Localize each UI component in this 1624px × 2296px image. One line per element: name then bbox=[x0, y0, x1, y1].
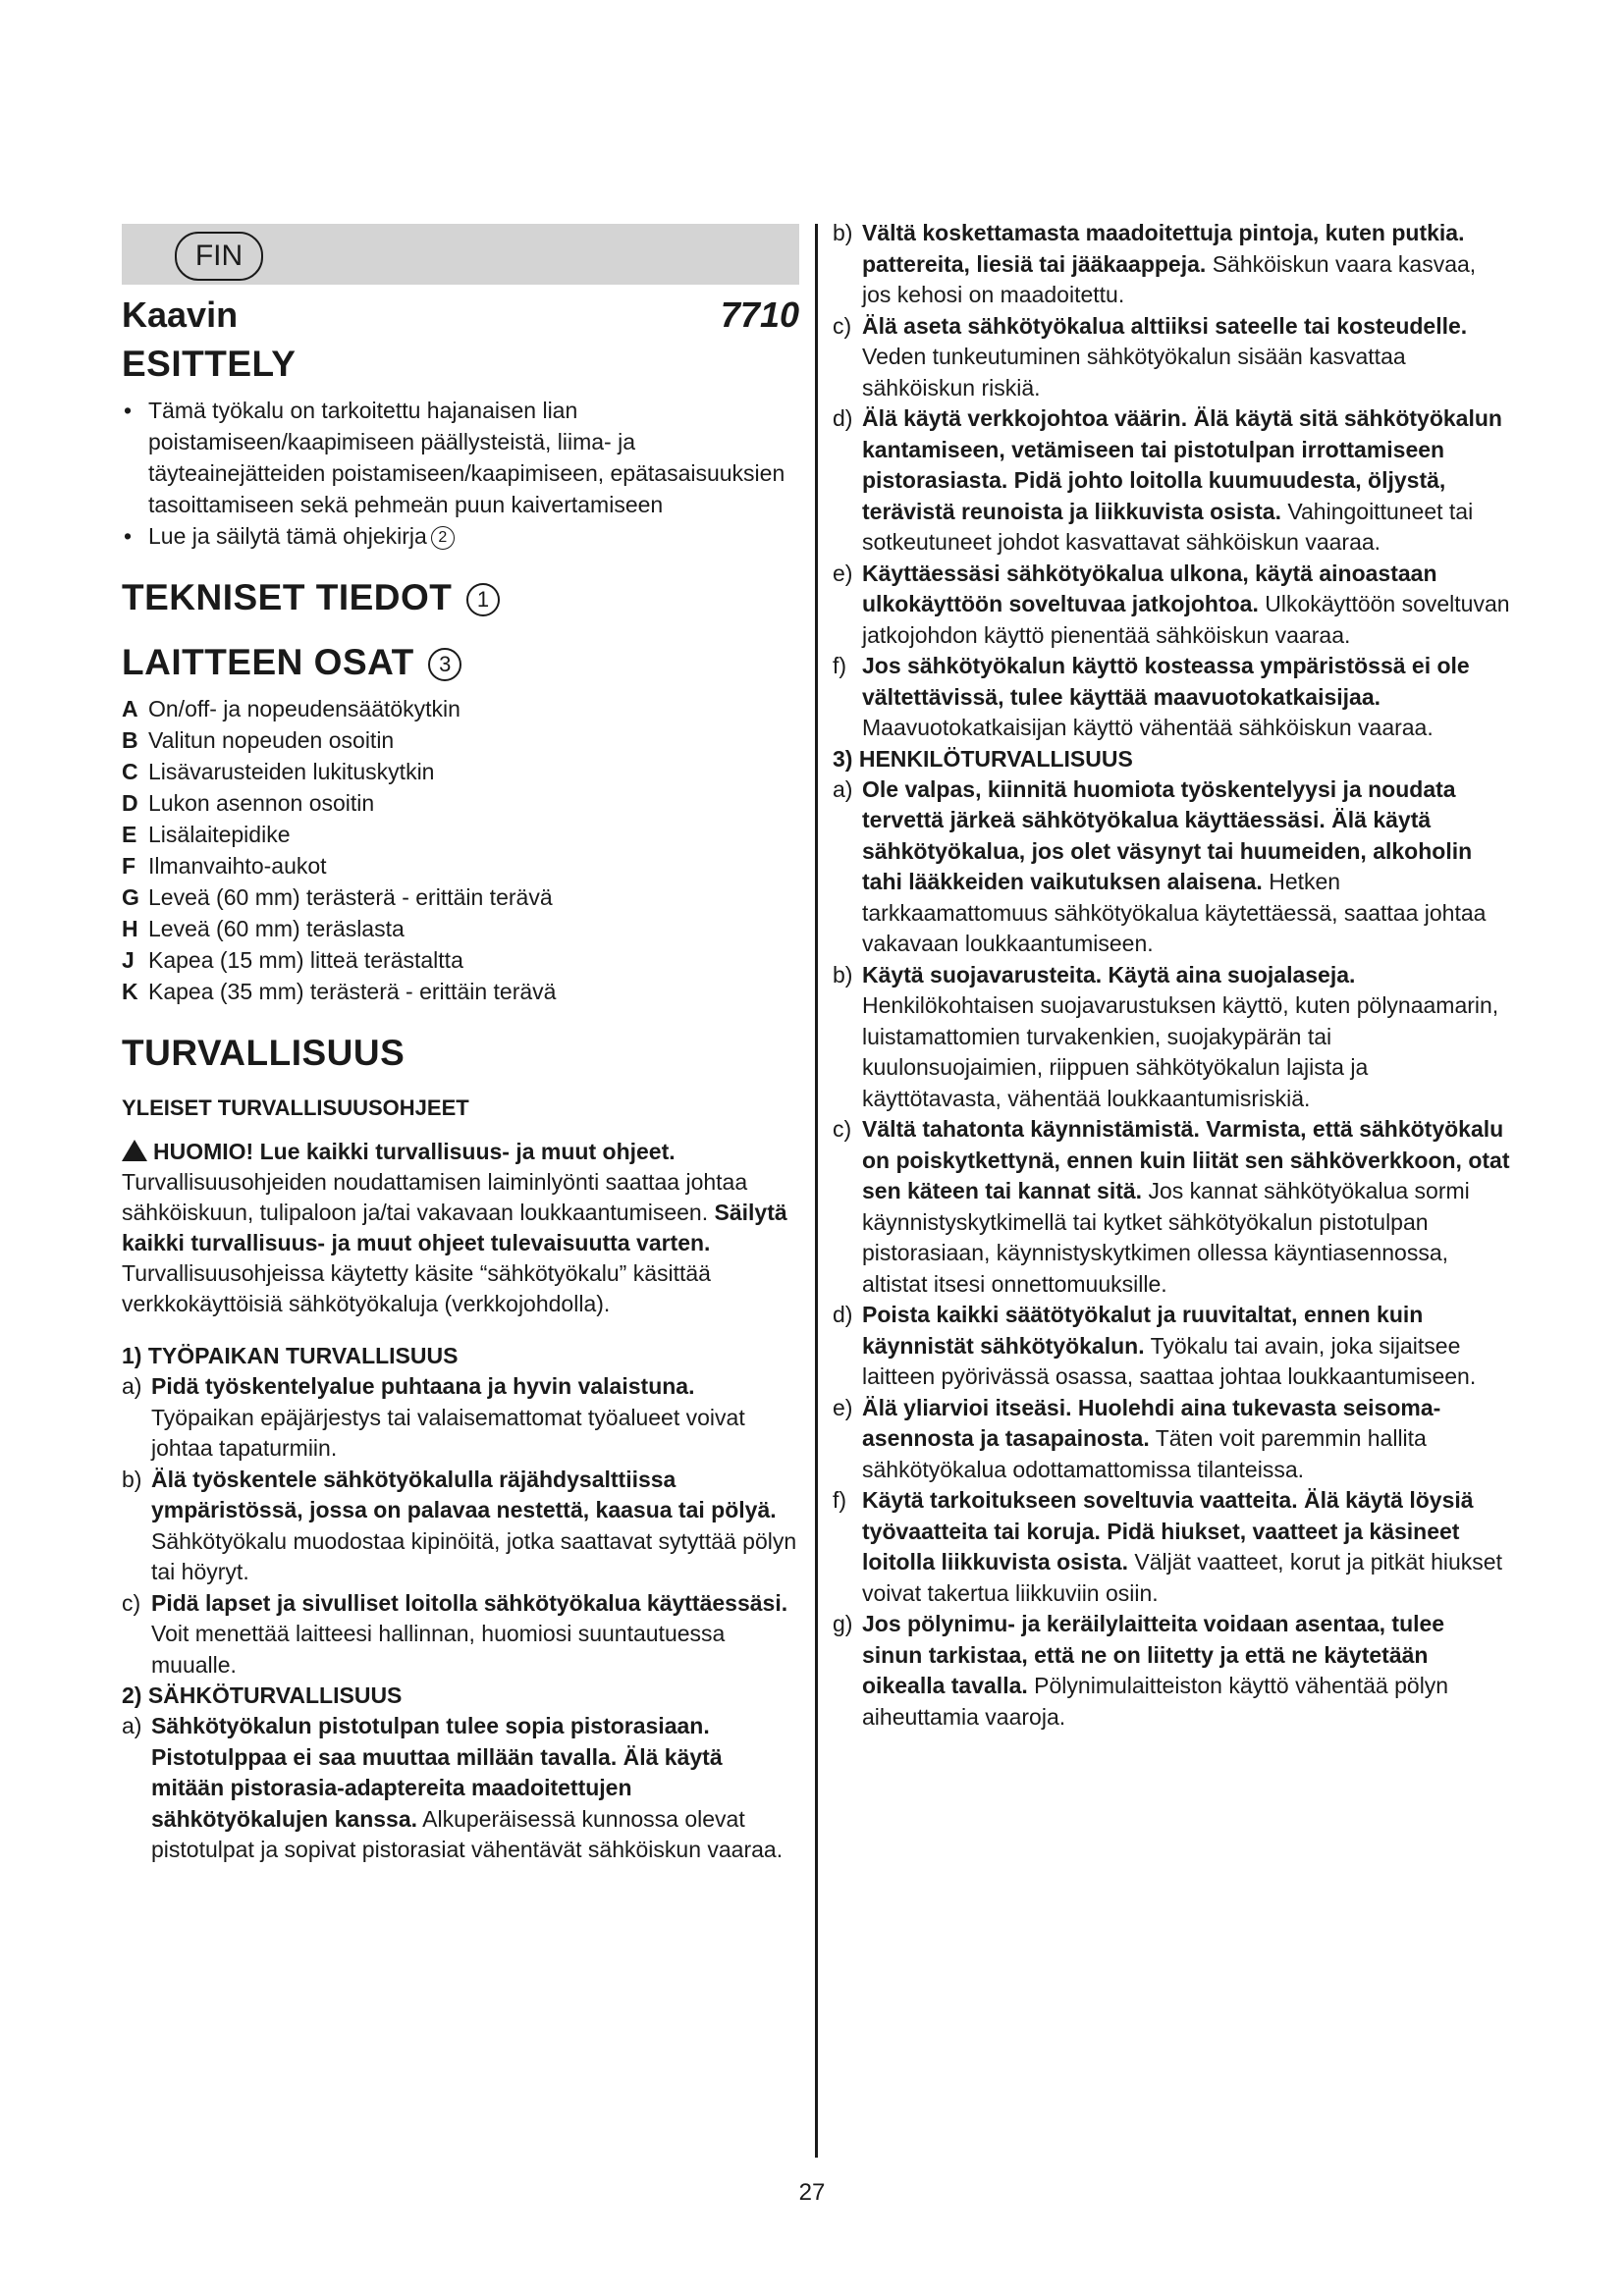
page-number: 27 bbox=[798, 2179, 826, 2206]
safety-item: b) Vältä koskettamasta maadoitettuja pintoja, kuten putkia. pattereita, liesiä tai jääkaappeja. Sähköiskun vaara kasvaa, jos kehosi on maadoitettu. bbox=[833, 220, 1477, 307]
safety-item: b) Älä työskentele sähkötyökalulla räjähdysalttiissa ympäristössä, jossa on palavaa nestettä, kaasua tai pölyä. Sähkötyökalu muodostaa kipinöitä, jotka saattavat sytyttää pölyn tai höyryt. bbox=[122, 1466, 797, 1584]
electrical-safety-list-left bbox=[122, 1711, 799, 1866]
general-safety-heading: YLEISET TURVALLISUUSOHJEET bbox=[122, 1095, 469, 1120]
parts-heading: LAITTEEN OSAT 3 bbox=[122, 642, 799, 683]
electrical-safety-heading: 2) SÄHKÖTURVALLISUUS bbox=[122, 1682, 403, 1708]
safety-item: c) Älä aseta sähkötyökalua alttiiksi sateelle tai kosteudelle. Veden tunkeutuminen sähkötyökalun sisään kasvattaa sähköiskun riskiä. bbox=[833, 312, 1468, 400]
safety-item: b) Käytä suojavarusteita. Käytä aina suojalaseja. Henkilökohtaisen suojavarustuksen käyttö, kuten pölynaamarin, luistamattomien turvakenkien, suojakypärän tai kuulonsuojaimien, riippuen sähkötyökalun lajista ja käyttötavasta, vähentää loukkaantumisriskiä. bbox=[833, 961, 1499, 1111]
safety-item: d) Älä käytä verkkojohtoa väärin. Älä käytä sitä sähkötyökalun kantamiseen, vetämiseen tai pistotulpan irrottamiseen pistorasiasta. Pidä johto loitolla kuumuudesta, öljystä, terävistä reunoista ja liikkuvista osista. Vahingoittuneet tai sotkeutuneet johdot kasvattavat sähköiskun vaaraa. bbox=[833, 405, 1502, 555]
part-item: H Leveä (60 mm) teräslasta bbox=[122, 916, 405, 941]
safety-item: f) Käytä tarkoitukseen soveltuvia vaatteita. Älä käytä löysiä työvaatteita tai koruja. Pidä hiukset, vaatteet ja käsineet loitolla liikkuvista osista. Väljät vaatteet, korut ja pitkät hiukset voivat takertua liikkuviin osiin. bbox=[833, 1487, 1502, 1606]
part-item: D Lukon asennon osoitin bbox=[122, 790, 375, 816]
part-item: K Kapea (35 mm) terästerä - erittäin terävä bbox=[122, 979, 557, 1004]
tech-heading: TEKNISET TIEDOT 1 bbox=[122, 577, 799, 618]
figure-ref-icon: 1 bbox=[466, 583, 500, 616]
personal-safety-heading: 3) HENKILÖTURVALLISUUS bbox=[833, 745, 1133, 772]
intro-bullet: • Tämä työkalu on tarkoitettu hajanaisen lian poistamiseen/kaapimiseen päällysteistä, liima- ja täyteainejätteiden poistamiseen/kaapimiseen, epätasaisuuksien tasoittamiseen sekä pehmeän puun kaivertamiseen bbox=[122, 395, 799, 520]
column-divider bbox=[815, 224, 818, 2158]
safety-item: e) Käyttäessäsi sähkötyökalua ulkona, käytä ainoastaan ulkokäyttöön soveltuvaa jatkojohtoa. Ulkokäyttöön soveltuvan jatkojohdon käyttö pienentää sähköiskun vaaraa. bbox=[833, 560, 1510, 648]
intro-heading: ESITTELY bbox=[122, 344, 297, 384]
intro-bullets bbox=[122, 395, 799, 552]
parts-list bbox=[122, 693, 799, 1007]
workplace-safety-list bbox=[122, 1371, 799, 1681]
safety-item: c) Pidä lapset ja sivulliset loitolla sähkötyökalua käyttäessäsi. Voit menettää laitteesi hallinnan, huomiosi suuntautuessa muualle. bbox=[122, 1589, 788, 1678]
part-item: A On/off- ja nopeudensäätökytkin bbox=[122, 696, 460, 721]
safety-item: g) Jos pölynimu- ja keräilylaitteita voidaan asentaa, tulee sinun tarkistaa, että ne on liitetty ja että ne käytetään oikealla tavalla. Pölynimulaitteiston käyttö vähentää pölyn aiheuttamia vaaroja. bbox=[833, 1611, 1449, 1730]
right-column bbox=[833, 218, 1510, 1733]
safety-item: a) Pidä työskentelyalue puhtaana ja hyvin valaistuna. Työpaikan epäjärjestys tai valaisemattomat työalueet voivat johtaa tapaturmiin. bbox=[122, 1373, 745, 1461]
workplace-safety-heading: 1) TYÖPAIKAN TURVALLISUUS bbox=[122, 1343, 459, 1368]
safety-item: e) Älä yliarvioi itseäsi. Huolehdi aina tukevasta seisoma-asennosta ja tasapainosta. Täten voit paremmin hallita sähkötyökalua odottamattomissa tilanteissa. bbox=[833, 1394, 1441, 1482]
language-banner bbox=[122, 224, 799, 285]
part-item: G Leveä (60 mm) terästerä - erittäin terävä bbox=[122, 884, 553, 910]
figure-ref-icon: 3 bbox=[428, 648, 461, 681]
title-row bbox=[122, 294, 799, 336]
product-name: Kaavin bbox=[122, 294, 239, 335]
part-item: F Ilmanvaihto-aukot bbox=[122, 853, 327, 879]
intro-bullet: • Lue ja säilytä tämä ohjekirja 2 bbox=[122, 520, 799, 552]
safety-item: d) Poista kaikki säätötyökalut ja ruuvitaltat, ennen kuin käynnistät sähkötyökalun. Työkalu tai avain, joka sijaitsee laitteen pyörivässä osassa, saattaa johtaa loukkaantumiseen. bbox=[833, 1302, 1477, 1389]
safety-item: a) Ole valpas, kiinnitä huomiota työskentelyysi ja noudata tervettä järkeä sähkötyökalua käyttäessäsi. Älä käytä sähkötyökalua, jos olet väsynyt tai huumeiden, alkoholin tahi lääkkeiden vaikutuksen alaisena. Hetken tarkkaamattomuus sähkötyökalua käytettäessä, saattaa johtaa vakavaan loukkaantumiseen. bbox=[833, 775, 1487, 956]
part-item: C Lisävarusteiden lukituskytkin bbox=[122, 759, 435, 784]
personal-safety-list bbox=[833, 774, 1510, 1734]
part-item: E Lisälaitepidike bbox=[122, 822, 291, 847]
electrical-safety-list-right bbox=[833, 218, 1510, 744]
figure-ref-icon: 2 bbox=[431, 526, 455, 550]
part-item: B Valitun nopeuden osoitin bbox=[122, 727, 395, 753]
left-column bbox=[122, 224, 799, 1866]
safety-item: a) Sähkötyökalun pistotulpan tulee sopia pistorasiaan. Pistotulppaa ei saa muuttaa millään tavalla. Älä käytä mitään pistorasia-adaptereita maadoitettujen sähkötyökalujen kanssa. Alkuperäisessä kunnossa olevat pistotulpat ja sopivat pistorasiat vähentävät sähköiskun vaaraa. bbox=[122, 1713, 784, 1862]
warning-icon bbox=[122, 1140, 147, 1161]
safety-item: f) Jos sähkötyökalun käyttö kosteassa ympäristössä ei ole vältettävissä, tulee käyttää maavuotokatkaisijaa. Maavuotokatkaisijan käyttö vähentää sähköiskun vaaraa. bbox=[833, 653, 1470, 740]
warning-paragraph: HUOMIO! Lue kaikki turvallisuus- ja muut ohjeet. Turvallisuusohjeiden noudattamisen laiminlyönti saattaa johtaa sähköiskuun, tulipaloon ja/tai vakavaan loukkaantumiseen. Säilytä kaikki turvallisuus- ja muut ohjeet tulevaisuutta varten. Turvallisuusohjeissa käytetty käsite “sähkötyökalu” käsittää verkkokäyttöisiä sähkötyökaluja (verkkojohdolla). bbox=[122, 1139, 787, 1316]
product-code: 7710 bbox=[720, 294, 799, 335]
part-item: J Kapea (15 mm) litteä terästaltta bbox=[122, 947, 463, 973]
safety-heading: TURVALLISUUS bbox=[122, 1033, 406, 1073]
safety-item: c) Vältä tahatonta käynnistämistä. Varmista, että sähkötyökalu on poiskytkettynä, ennen kuin liität sen sähköverkkoon, otat sen käteen tai kannat sitä. Jos kannat sähkötyökalua sormi käynnistyskytkimellä tai kytket sähkötyökalun pistotulpan pistorasiaan, käynnistyskytkimen ollessa käyntiasennossa, altistat itsesi onnettomuuksille. bbox=[833, 1116, 1510, 1297]
language-badge: FIN bbox=[175, 232, 263, 281]
